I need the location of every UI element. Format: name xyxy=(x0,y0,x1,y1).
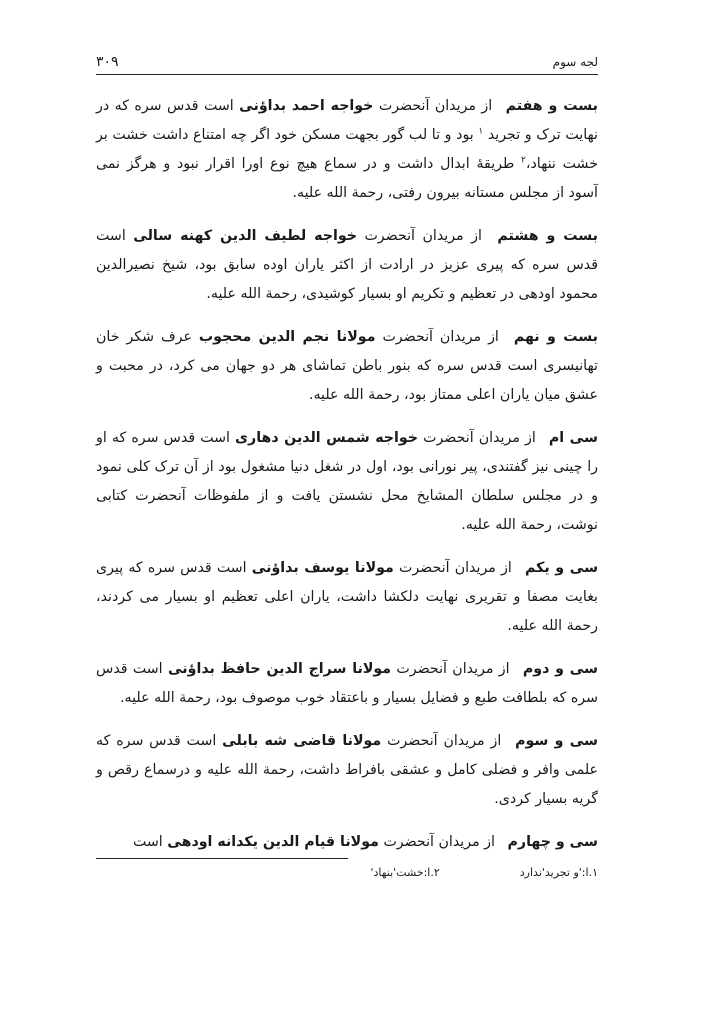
entry-name: مولانا قاضی شه بابلی xyxy=(222,733,382,749)
entry-intro: از مریدان آنحضرت xyxy=(396,661,510,677)
entry-heading: سی و یکم xyxy=(525,560,599,576)
entry-text: است xyxy=(132,834,163,850)
entry-27 xyxy=(96,92,598,208)
entry-text: است قدس سره که در نهایت ترک و تجرید xyxy=(96,98,599,143)
entry-text: طریقهٔ ابدال داشت و در سماع هیچ نوع اورا اقرار نبود و هرگز نمی آسود از مجلس مستانه بیرون رفتی، رحمة الله علیه. xyxy=(96,156,598,201)
entry-intro: از مریدان آنحضرت xyxy=(383,834,495,850)
entry-32 xyxy=(96,655,598,713)
entry-heading: بست و هشتم xyxy=(497,228,599,244)
footnote-2: ۲.ا:خشت'بنهاد' xyxy=(370,866,440,879)
entry-intro: از مریدان آنحضرت xyxy=(378,98,493,114)
footnote-1: ۱.ا:'و تجرید'ندارد xyxy=(519,866,598,879)
entry-text: است قدس سره که او را چینی نیز گفتندی، پیر نورانی بود، اول در شغل دنیا مشغول بود از آن ترک کلی نمود و در مجلس سلطان المشایخ محل نشستن یافت و از ملفوظات آنحضرت کتابی نوشت، رحمة الله علیه. xyxy=(96,430,598,533)
entry-text: بود و تا لب گور بجهت مسکن خود اگر چه امتناع داشت خشت بر خشت ننهاد، xyxy=(96,127,598,172)
footnote-divider xyxy=(96,858,348,859)
entry-intro: از مریدان آنحضرت xyxy=(364,228,482,244)
entry-34 xyxy=(96,828,598,857)
entry-name: مولانا یوسف بداؤنی xyxy=(251,560,394,576)
footnotes xyxy=(96,866,598,879)
entry-text: است قدس سره که بلطافت طبع و فضایل بسیار و باعتقاد خوب موصوف بود، رحمة الله علیه. xyxy=(96,661,598,706)
entry-text: است قدس سره که علمی وافر و فضلی کامل و عشقی بافراط داشت، رحمة الله علیه و درسماع رقص و گریه بسیار کردی. xyxy=(96,733,598,807)
entry-heading: بست و نهم xyxy=(513,329,598,345)
entry-intro: از مریدان آنحضرت xyxy=(423,430,536,446)
entry-28 xyxy=(96,222,598,309)
entry-31 xyxy=(96,554,598,641)
page-number: ۳۰۹ xyxy=(96,54,119,70)
entry-name: خواجه لطیف الدین کهنه سالی xyxy=(133,228,357,244)
entry-29 xyxy=(96,323,598,410)
entry-name: مولانا قیام الدین یکدانه اودهی xyxy=(167,834,379,850)
entry-heading: بست و هفتم xyxy=(505,98,598,114)
entry-name: خواجه شمس الدین دهاری xyxy=(235,430,419,446)
body-text xyxy=(96,92,598,871)
entry-heading: سی و دوم xyxy=(522,661,598,677)
footnote-marker: ۲ xyxy=(521,155,526,166)
entry-heading: سی و سوم xyxy=(515,733,599,749)
entry-intro: از مریدان آنحضرت xyxy=(387,733,502,749)
running-head: لجه سوم xyxy=(552,55,598,69)
footnote-marker: ۱ xyxy=(478,126,484,137)
entry-text: است قدس سره که پیری بغایت مصفا و تقریری نهایت دلکشا داشت، یاران اعلی تعظیم او بسیار می کردند، رحمة الله علیه. xyxy=(96,560,598,634)
page-header xyxy=(96,54,598,75)
entry-text: عرف شکر خان تهانیسری است قدس سره که بنور باطن تماشای هر دو جهان می کرد، در محبت و عشق میان یاران اعلی ممتاز بود، رحمة الله علیه. xyxy=(96,329,598,403)
entry-33 xyxy=(96,727,598,814)
entry-name: مولانا نجم الدین محجوب xyxy=(198,329,376,345)
entry-30 xyxy=(96,424,598,540)
entry-name: مولانا سراج الدین حافظ بداؤنی xyxy=(167,661,392,677)
entry-heading: سی و چهارم xyxy=(507,834,598,850)
entry-intro: از مریدان آنحضرت xyxy=(382,329,499,345)
entry-intro: از مریدان آنحضرت xyxy=(399,560,512,576)
entry-name: خواجه احمد بداؤنی xyxy=(239,98,374,114)
entry-text: است قدس سره که پیری عزیز در ارادت از اکثر یاران اوده سابق بود، شیخ نصیرالدین محمود اودهی در تعظیم و تکریم او بسیار کوشیدی، رحمة الله علیه. xyxy=(96,228,598,302)
entry-heading: سی ام xyxy=(548,430,598,446)
